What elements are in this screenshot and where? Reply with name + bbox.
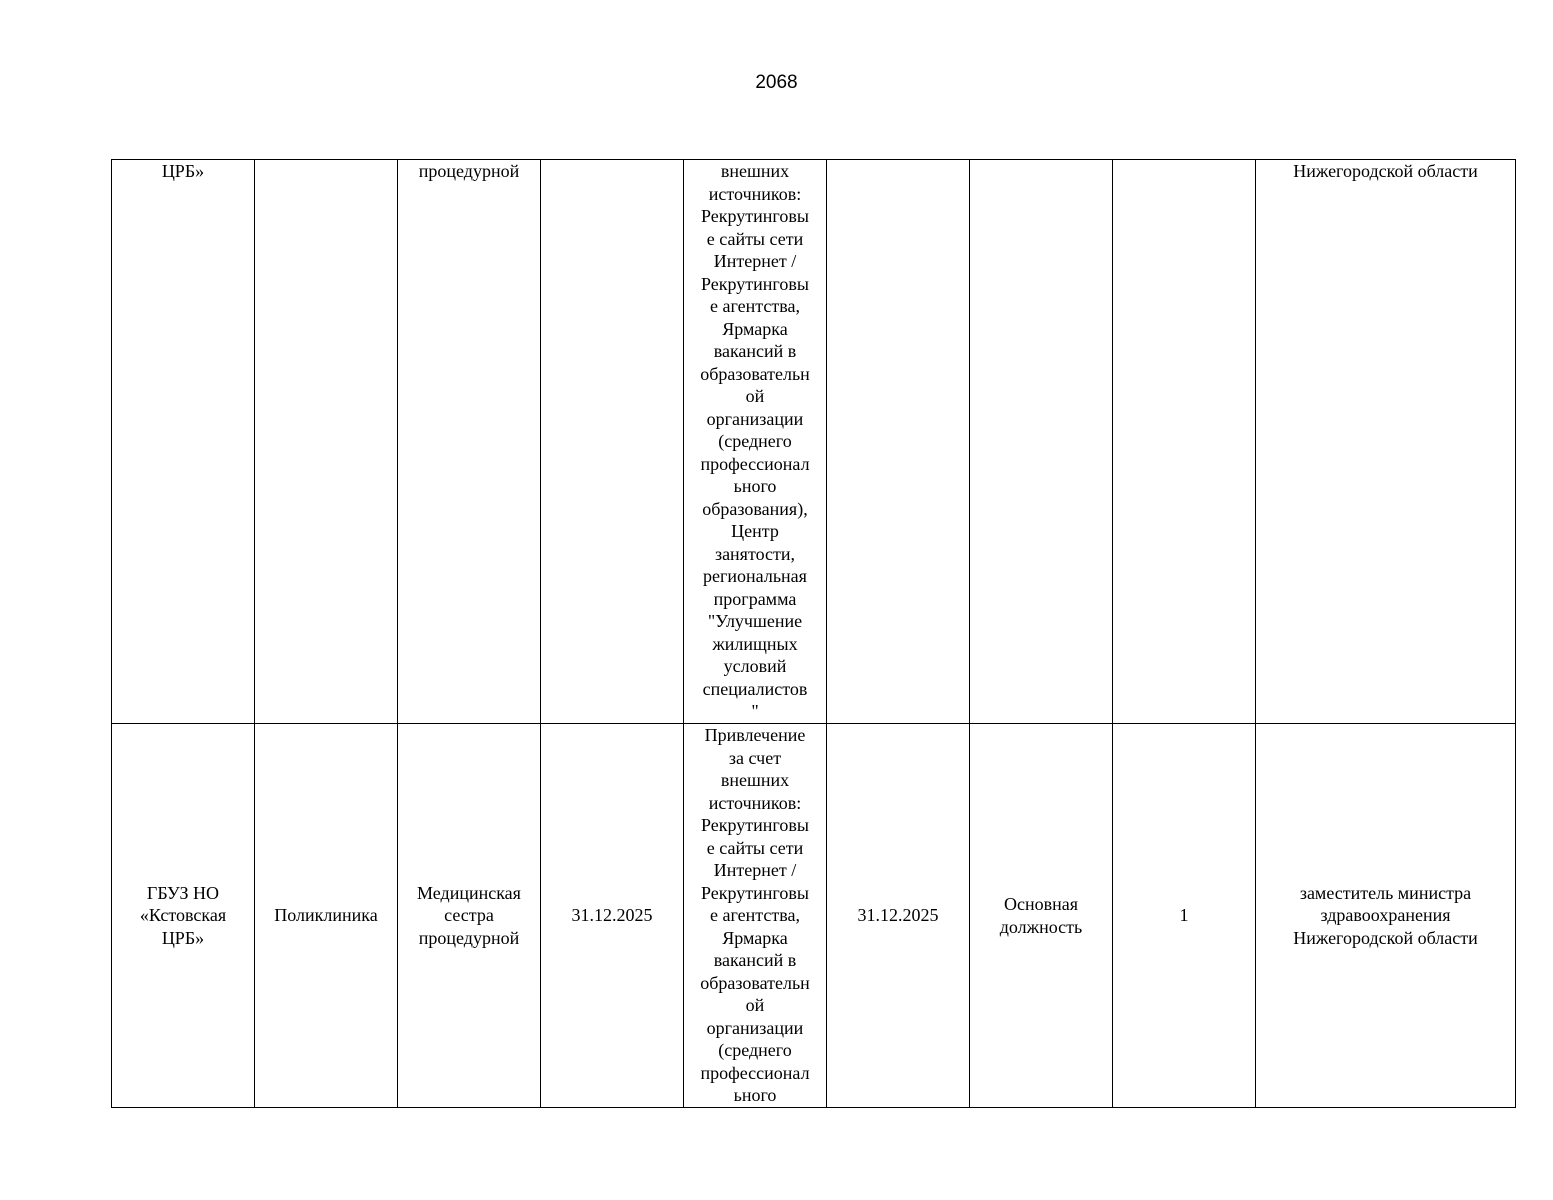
position-type-cell [970,160,1113,724]
deadline-cell: 31.12.2025 [827,724,970,1108]
staffing-table [111,159,1516,1108]
quantity-cell: 1 [1113,724,1256,1108]
responsible-cell: Нижегородской области [1256,160,1516,724]
institution-cell: ЦРБ» [112,160,255,724]
position-cell: процедурной [398,160,541,724]
deadline-cell [827,160,970,724]
date-cell [541,160,684,724]
quantity-cell [1113,160,1256,724]
position-type-cell: Основная должность [970,724,1113,1108]
recruitment-source-cell: внешних источников: Рекрутинговы е сайты сети Интернет / Рекрутинговы е агентства, Ярмарка вакансий в образовательн ой организации (среднего профессионал ьного образования), Центр занятости, региональная программа "Улучшение жилищных условий специалистов " [684,160,827,724]
table-row [112,724,1516,1108]
position-cell: Медицинская сестра процедурной [398,724,541,1108]
department-cell [255,160,398,724]
table-row [112,160,1516,724]
page-number: 2068 [755,72,798,93]
recruitment-source-cell: Привлечение за счет внешних источников: Рекрутинговы е сайты сети Интернет / Рекрутинговы е агентства, Ярмарка вакансий в образовательн ой организации (среднего профессионал ьного [684,724,827,1108]
department-cell: Поликлиника [255,724,398,1108]
responsible-cell: заместитель министра здравоохранения Нижегородской области [1256,724,1516,1108]
institution-cell: ГБУЗ НО «Кстовская ЦРБ» [112,724,255,1108]
date-cell: 31.12.2025 [541,724,684,1108]
